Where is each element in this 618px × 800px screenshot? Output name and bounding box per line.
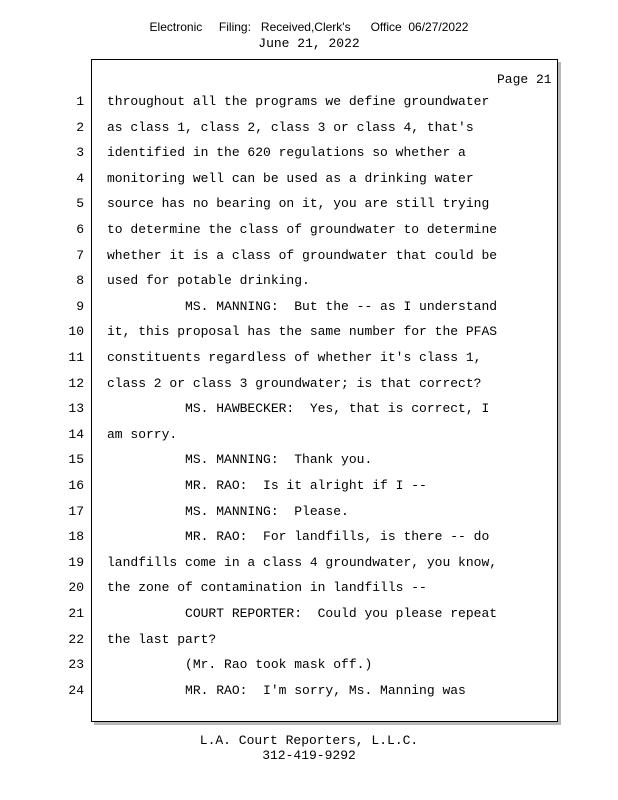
transcript-line <box>0 350 618 368</box>
line-number: 18 <box>68 529 84 545</box>
line-number: 4 <box>76 170 84 186</box>
line-number: 19 <box>68 554 84 570</box>
page-number: Page 21 <box>497 72 552 87</box>
transcript-line <box>0 683 618 701</box>
transcript-line <box>0 273 618 291</box>
line-text: to determine the class of groundwater to determine <box>107 222 498 237</box>
transcript-line <box>0 376 618 394</box>
line-text: source has no bearing on it, you are still trying <box>107 196 490 212</box>
line-text: it, this proposal has the same number for the PFAS <box>107 324 498 340</box>
transcript-line <box>0 401 618 419</box>
line-text: MR. RAO: Is it alright if I -- <box>107 478 427 493</box>
line-number: 22 <box>68 631 84 647</box>
filing-stamp: Electronic Filing: Received,Clerk's Office 06/27/2022 <box>149 20 469 34</box>
line-text: the last part? <box>107 631 217 647</box>
transcript-line <box>0 196 618 214</box>
line-number: 10 <box>68 324 84 340</box>
line-text: class 2 or class 3 groundwater; is that correct? <box>107 375 482 391</box>
transcript-line <box>0 529 618 547</box>
line-number: 1 <box>76 94 84 109</box>
transcript-line <box>0 120 618 138</box>
transcript-line <box>0 478 618 496</box>
transcript-line <box>0 94 618 112</box>
line-text: MS. HAWBECKER: Yes, that is correct, I <box>107 401 490 417</box>
transcript-line <box>0 222 618 240</box>
line-text: the zone of contamination in landfills -- <box>107 580 427 596</box>
line-number: 14 <box>68 426 84 442</box>
line-number: 20 <box>68 580 84 596</box>
line-number: 23 <box>68 657 84 673</box>
line-text: (Mr. Rao took mask off.) <box>107 657 373 673</box>
line-number: 2 <box>76 119 84 135</box>
line-text: MS. MANNING: Please. <box>107 503 349 519</box>
transcript-line <box>0 324 618 342</box>
line-number: 12 <box>68 375 84 391</box>
transcript-line <box>0 504 618 522</box>
footer <box>0 733 618 763</box>
line-text: monitoring well can be used as a drinking water <box>107 170 474 186</box>
transcript-line <box>0 632 618 650</box>
line-number: 16 <box>68 478 84 493</box>
line-number: 5 <box>76 196 84 212</box>
transcript-line <box>0 555 618 573</box>
line-number: 6 <box>76 222 84 237</box>
line-text: as class 1, class 2, class 3 or class 4, that's <box>107 119 474 135</box>
transcript-line <box>0 606 618 624</box>
transcript-line <box>0 452 618 470</box>
transcript-line <box>0 248 618 266</box>
line-number: 3 <box>76 145 84 161</box>
transcript-line <box>0 580 618 598</box>
line-text: used for potable drinking. <box>107 273 310 289</box>
transcript-line <box>0 171 618 189</box>
line-text: landfills come in a class 4 groundwater, you know, <box>107 554 498 570</box>
line-text: MS. MANNING: Thank you. <box>107 452 373 468</box>
footer-company: L.A. Court Reporters, L.L.C. <box>199 733 419 748</box>
transcript-line <box>0 145 618 163</box>
transcript-line <box>0 299 618 317</box>
line-number: 17 <box>68 503 84 519</box>
line-number: 21 <box>68 606 84 621</box>
line-text: COURT REPORTER: Could you please repeat <box>107 606 498 621</box>
line-text: throughout all the programs we define groundwater <box>107 94 490 109</box>
line-text: MR. RAO: I'm sorry, Ms. Manning was <box>107 682 466 698</box>
line-text: identified in the 620 regulations so whether a <box>107 145 466 161</box>
footer-phone: 312-419-9292 <box>262 748 356 763</box>
line-number: 11 <box>68 350 84 365</box>
line-number: 24 <box>68 682 84 698</box>
line-text: am sorry. <box>107 426 178 442</box>
transcript-line <box>0 427 618 445</box>
line-text: whether it is a class of groundwater that could be <box>107 247 498 263</box>
line-number: 15 <box>68 452 84 468</box>
line-text: MS. MANNING: But the -- as I understand <box>107 298 498 314</box>
line-text: constituents regardless of whether it's class 1, <box>107 350 482 365</box>
line-number: 8 <box>76 273 84 289</box>
line-text: MR. RAO: For landfills, is there -- do <box>107 529 490 545</box>
line-number: 9 <box>76 298 84 314</box>
line-number: 7 <box>76 247 84 263</box>
header-date: June 21, 2022 <box>258 36 360 51</box>
transcript-line <box>0 657 618 675</box>
line-number: 13 <box>68 401 84 417</box>
